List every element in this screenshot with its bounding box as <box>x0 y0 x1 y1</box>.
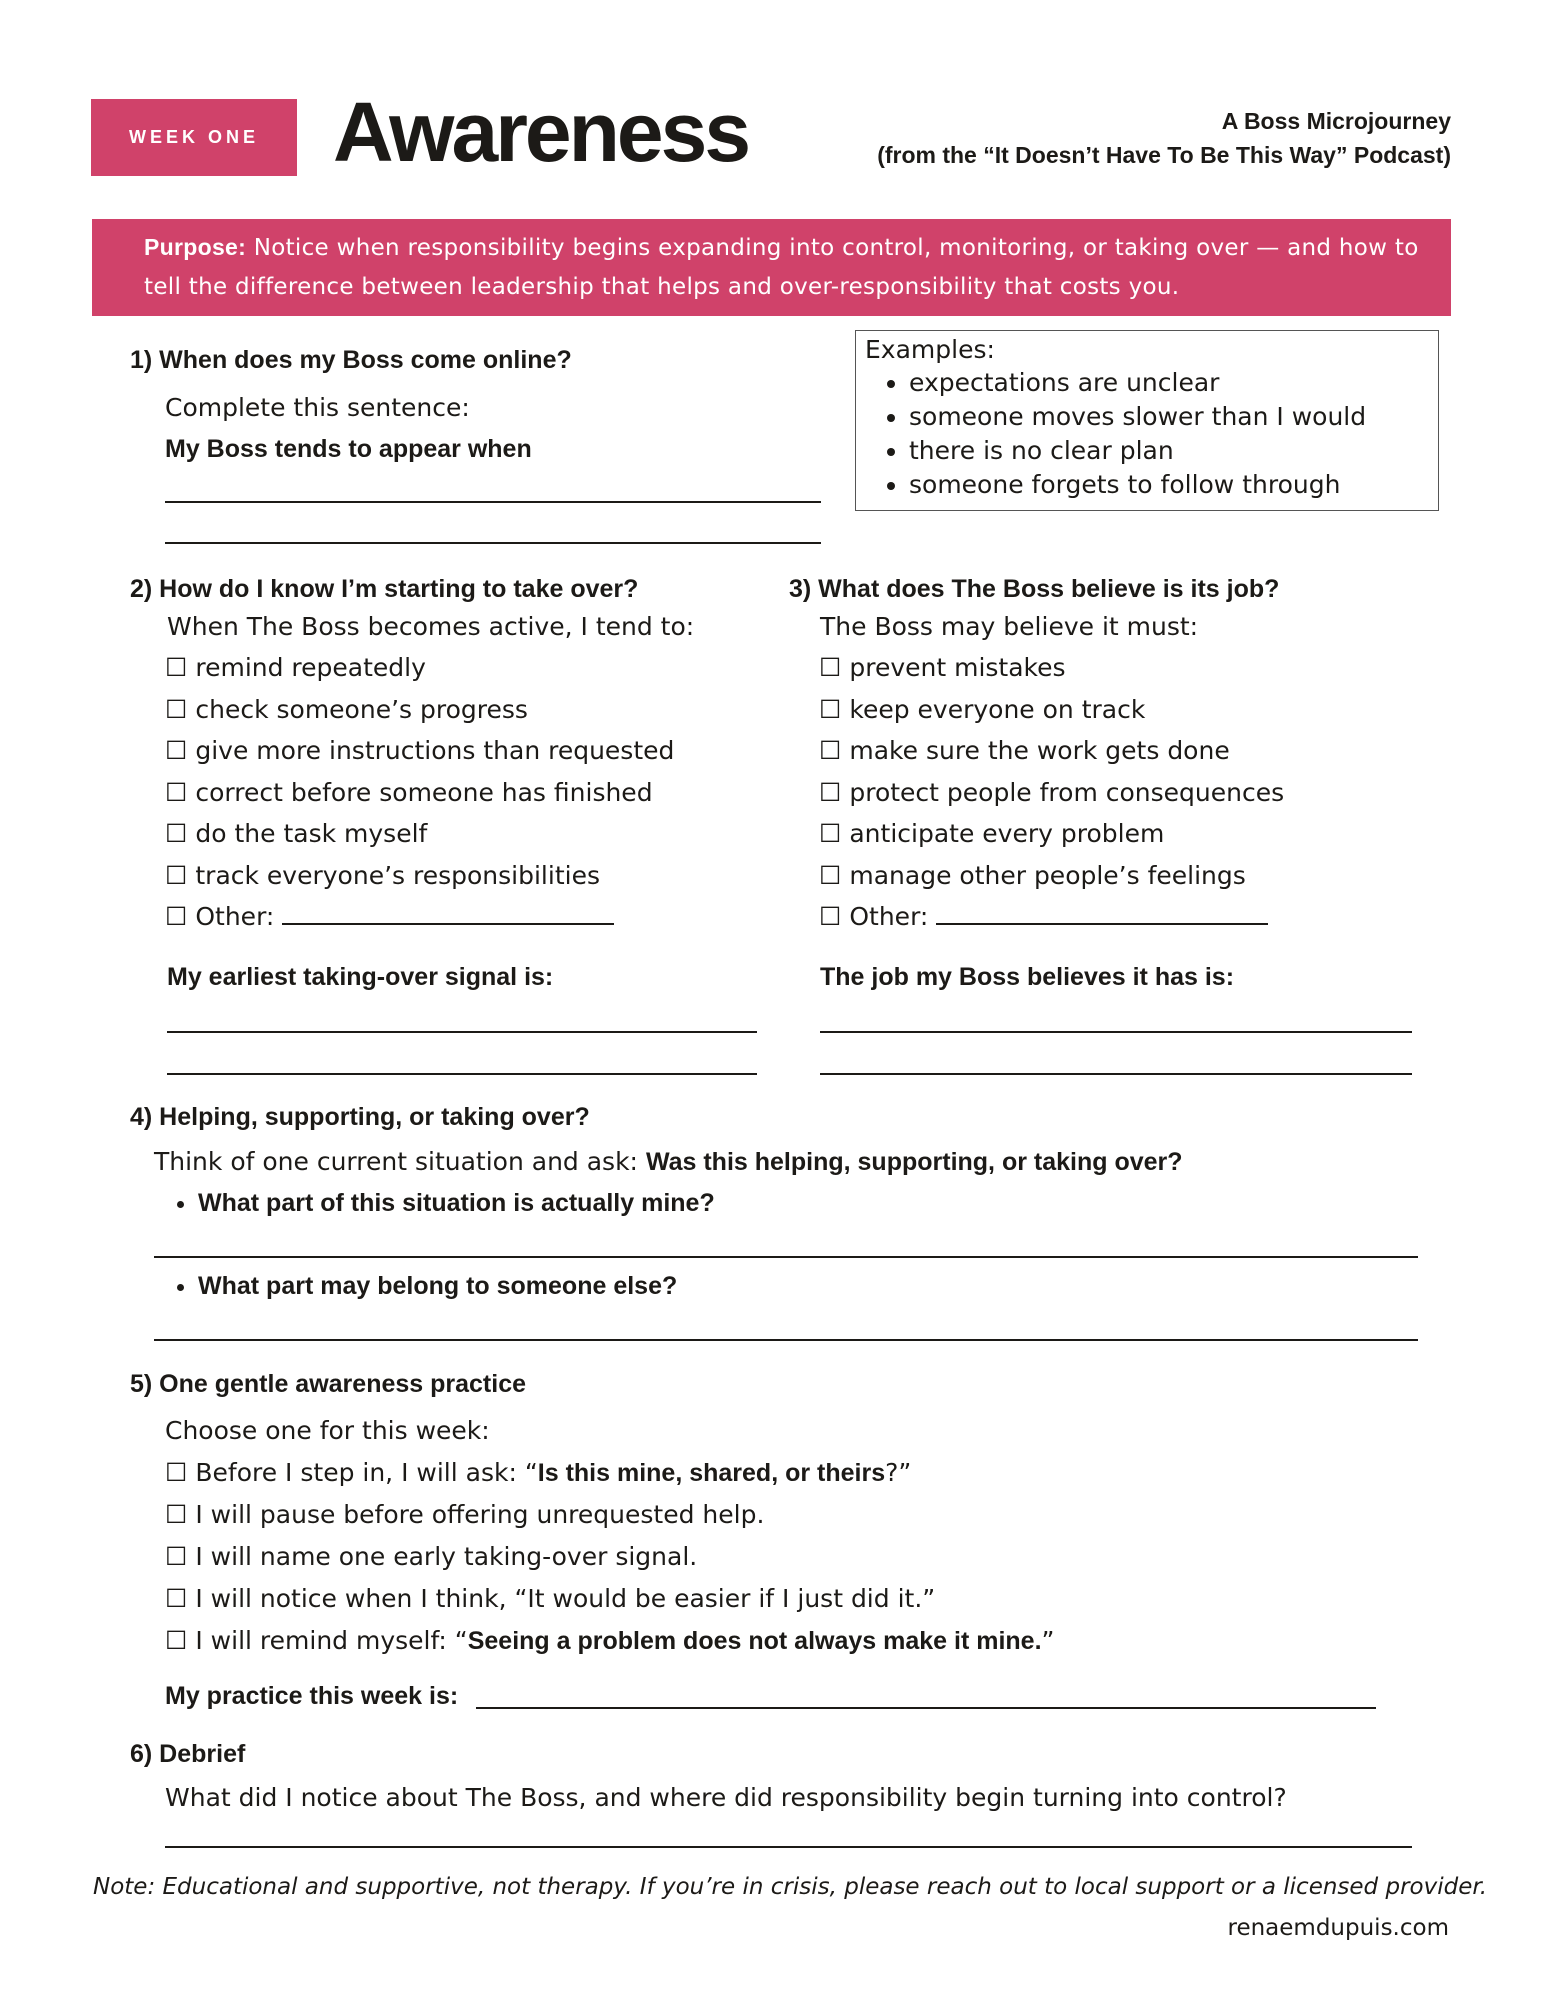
practice-option-4[interactable]: ☐ I will notice when I think, “It would be easier if I just did it.” <box>165 1584 936 1613</box>
section-5-heading: 5) One gentle awareness practice <box>130 1370 527 1398</box>
examples-box <box>855 330 1439 511</box>
series-line-1: A Boss Microjourney <box>1221 108 1451 134</box>
checkbox-option[interactable]: ☐ keep everyone on track <box>819 694 1146 724</box>
practice-option-3[interactable]: ☐ I will name one early taking-over signal. <box>165 1542 698 1571</box>
series-line-2: (from the “It Doesn’t Have To Be This Way” Podcast) <box>877 142 1451 168</box>
section-3-checklist <box>819 647 1284 938</box>
checkbox-option[interactable]: ☐ anticipate every problem <box>819 819 1165 848</box>
example-item: • someone moves slower than I would <box>909 400 1438 434</box>
other-label: ☐ Other: <box>819 902 929 931</box>
page-title: Awareness <box>333 85 749 179</box>
other-blank-line[interactable] <box>282 922 614 925</box>
section-2-prompt: My earliest taking-over signal is: <box>167 963 554 991</box>
checkbox-option[interactable]: ☐ do the task myself <box>165 819 428 848</box>
section-4-intro-text: Think of one current situation and ask: <box>154 1147 638 1176</box>
practice-option-text: ” <box>1041 1626 1055 1655</box>
section-3-answer-line-1[interactable] <box>820 1031 1412 1033</box>
website-link[interactable]: renaemdupuis.com <box>1227 1915 1449 1941</box>
section-5-intro: Choose one for this week: <box>165 1416 490 1445</box>
practice-option-text: ?” <box>885 1458 912 1487</box>
checkbox-option[interactable]: ☐ check someone’s progress <box>165 694 528 724</box>
checkbox-option[interactable]: ☐ give more instructions than requested <box>165 736 675 765</box>
section-4-heading: 4) Helping, supporting, or taking over? <box>130 1103 590 1131</box>
section-2-heading: 2) How do I know I’m starting to take over? <box>130 575 639 603</box>
question-item: • What part of this situation is actually mine? <box>198 1189 715 1218</box>
section-4-answer-line-2[interactable] <box>154 1339 1418 1341</box>
section-1-answer-line-1[interactable] <box>165 501 821 503</box>
practice-option-1[interactable] <box>165 1460 911 1486</box>
checkbox-option[interactable]: ☐ prevent mistakes <box>819 653 1066 682</box>
section-2-intro: When The Boss becomes active, I tend to: <box>167 612 695 641</box>
section-1-instruction: Complete this sentence: <box>165 393 470 422</box>
disclaimer-note: Note: Educational and supportive, not therapy. If you’re in crisis, please reach out to local support or a licensed provider. <box>93 1874 1488 1900</box>
section-6-answer-line[interactable] <box>165 1846 1412 1848</box>
section-3-heading: 3) What does The Boss believe is its job? <box>789 575 1280 603</box>
week-badge: WEEK ONE <box>91 99 297 176</box>
section-2-answer-line-2[interactable] <box>167 1073 757 1075</box>
checkbox-option[interactable]: ☐ track everyone’s responsibilities <box>165 860 600 890</box>
examples-title: Examples: <box>865 335 995 364</box>
section-4-question-1 <box>154 1189 715 1218</box>
section-4-intro <box>154 1149 1183 1175</box>
section-5-answer-line[interactable] <box>476 1707 1376 1709</box>
section-4-intro-question: Was this helping, supporting, or taking over? <box>645 1148 1183 1176</box>
section-6-heading: 6) Debrief <box>130 1740 246 1768</box>
section-4-answer-line-1[interactable] <box>154 1256 1418 1258</box>
practice-option-5[interactable] <box>165 1628 1054 1654</box>
purpose-banner <box>92 219 1451 316</box>
section-1-prompt: My Boss tends to appear when <box>165 435 532 463</box>
question-item: • What part may belong to someone else? <box>198 1272 677 1301</box>
checkbox-option[interactable]: ☐ remind repeatedly <box>165 653 426 682</box>
section-1-answer-line-2[interactable] <box>165 542 821 544</box>
section-3-prompt: The job my Boss believes it has is: <box>820 963 1235 991</box>
practice-option-2[interactable]: ☐ I will pause before offering unrequested help. <box>165 1500 765 1529</box>
section-4-question-2 <box>154 1272 677 1301</box>
section-2-answer-line-1[interactable] <box>167 1031 757 1033</box>
section-3-answer-line-2[interactable] <box>820 1073 1412 1075</box>
example-item: • there is no clear plan <box>909 434 1438 468</box>
section-5-prompt: My practice this week is: <box>165 1682 459 1710</box>
practice-option-text: ☐ I will remind myself: “ <box>165 1626 468 1655</box>
other-blank-line[interactable] <box>936 922 1268 925</box>
section-1-heading: 1) When does my Boss come online? <box>130 346 572 374</box>
example-item: • someone forgets to follow through <box>909 468 1438 502</box>
checkbox-option-other[interactable] <box>819 896 1284 938</box>
checkbox-option[interactable]: ☐ make sure the work gets done <box>819 736 1230 765</box>
section-6-question: What did I notice about The Boss, and where did responsibility begin turning into control? <box>165 1783 1287 1812</box>
checkbox-option[interactable]: ☐ manage other people’s feelings <box>819 860 1246 890</box>
checkbox-option-other[interactable] <box>165 896 674 938</box>
series-subtitle <box>877 104 1451 172</box>
other-label: ☐ Other: <box>165 902 275 931</box>
practice-option-emphasis: Seeing a problem does not always make it mine. <box>467 1627 1042 1655</box>
practice-option-emphasis: Is this mine, shared, or theirs <box>537 1459 886 1487</box>
section-2-checklist <box>165 647 674 938</box>
example-item: • expectations are unclear <box>909 366 1438 400</box>
checkbox-option[interactable]: ☐ correct before someone has finished <box>165 777 653 807</box>
purpose-text: Notice when responsibility begins expanding into control, monitoring, or taking over — and how to tell the difference between leadership that helps and over-responsibility that costs you. <box>144 235 1419 300</box>
checkbox-option[interactable]: ☐ protect people from consequences <box>819 777 1285 807</box>
practice-option-text: ☐ Before I step in, I will ask: “ <box>165 1458 538 1487</box>
section-3-intro: The Boss may believe it must: <box>820 612 1199 641</box>
purpose-label: Purpose: <box>144 234 247 260</box>
